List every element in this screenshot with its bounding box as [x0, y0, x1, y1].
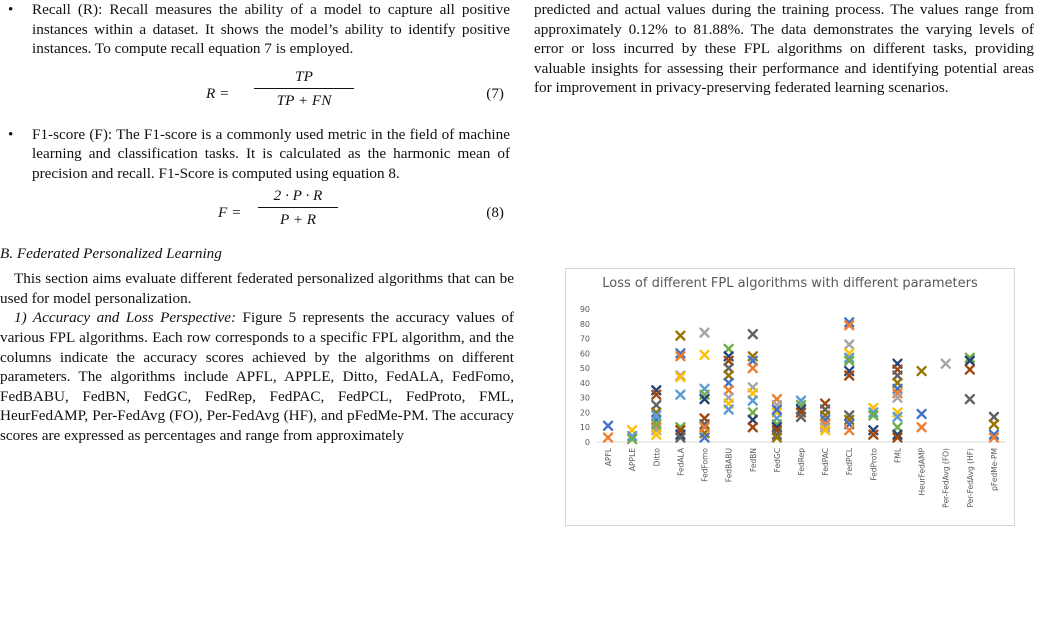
x-tick-label: FedBN	[748, 448, 758, 473]
loss-chart	[565, 268, 1015, 526]
recall-text: Recall measures the ability of a model to capture all positive instances within a dataset. It shows the model’s ability to identify positive instances. To compute recall equation 7 is employed.	[32, 1, 510, 58]
eq7-lhs: R =	[206, 84, 230, 102]
data-point	[604, 434, 612, 442]
eq8-denominator: P + R	[258, 207, 338, 230]
data-point	[918, 423, 926, 431]
accuracy-loss-text: Figure 5 represents the accuracy values of various FPL algorithms. Each row corresponds to a specific FPL algorithm, and the columns indicate the accuracy scores achieved by the algorithms on different parameters. The algorithms include APFL, APPLE, Ditto, FedALA, FedFomo, FedBABU, FedBN, FedGC, FedRep, FedPAC, FedPCL, FedProto, FML, HeurFedAMP, Per-FedAvg (FO), Per-FedAvg (HF), and pFedMe-PM. The accuracy scores are expressed as percentages and range from approximately	[0, 309, 514, 444]
data-point	[725, 372, 733, 380]
x-tick-label: APFL	[604, 448, 614, 467]
equation-7	[0, 65, 514, 123]
f1-label: F1-score (F):	[32, 125, 113, 143]
data-point	[652, 401, 660, 409]
x-tick-label: FML	[893, 448, 903, 463]
bullet-dot: •	[8, 125, 14, 143]
eq8-number: (8)	[486, 203, 504, 221]
x-tick-label: FedFomo	[700, 448, 710, 482]
eq7-numerator: TP	[295, 67, 313, 85]
x-tick-label: HeurFedAMP	[917, 448, 927, 496]
loss-paragraph: predicted and actual values during the training process. The values range from approximately 0.12% to 81.88%. The data demonstrates the varying levels of error or loss incurred by these FPL algorithms on different tasks, providing valuable insights for assessing their performance and identifying potential areas for improvement in privacy-preserving federated learning scenarios.	[534, 1, 1034, 97]
data-point	[725, 364, 733, 372]
eq8-lhs: F =	[218, 203, 242, 221]
x-tick-label: FedRep	[797, 448, 806, 476]
chart-title: Loss of different FPL algorithms with different parameters	[602, 276, 978, 291]
y-tick-label: 20	[579, 408, 590, 418]
y-tick-label: 30	[579, 393, 590, 403]
data-point	[749, 408, 757, 416]
subsection-heading: 1) Accuracy and Loss Perspective:	[14, 309, 237, 327]
y-tick-label: 70	[579, 334, 590, 344]
data-point	[725, 405, 733, 413]
data-point	[966, 366, 974, 374]
equation-8	[0, 184, 514, 242]
x-tick-label: FedPCL	[845, 448, 855, 476]
data-point	[676, 391, 684, 399]
data-point	[845, 340, 853, 348]
left-column	[0, 0, 514, 446]
data-point	[893, 372, 901, 380]
data-point	[749, 364, 757, 372]
data-point	[918, 367, 926, 375]
x-tick-label: Per-FedAvg (FO)	[941, 448, 951, 508]
data-point	[749, 397, 757, 405]
section-heading: B. Federated Personalized Learning	[0, 244, 222, 262]
data-point	[845, 426, 853, 434]
f1-bullet	[0, 125, 514, 184]
data-point	[966, 395, 974, 403]
x-tick-label: FedProto	[869, 448, 879, 481]
eq8-numerator: 2 · P · R	[273, 186, 323, 204]
y-tick-label: 10	[579, 423, 590, 433]
data-point	[749, 416, 757, 424]
x-tick-label: APPLE	[628, 448, 638, 472]
accuracy-loss-paragraph	[0, 308, 514, 445]
y-tick-label: 40	[579, 378, 590, 388]
data-point	[604, 422, 612, 430]
y-tick-label: 60	[579, 349, 590, 359]
recall-label: Recall (R):	[32, 1, 103, 18]
data-point	[701, 329, 709, 337]
data-point	[893, 423, 901, 431]
x-tick-label: Ditto	[652, 448, 662, 467]
y-tick-label: 80	[579, 319, 590, 329]
y-tick-label: 50	[579, 364, 590, 374]
data-point	[942, 360, 950, 368]
x-tick-label: FedPAC	[821, 448, 831, 476]
eq7-fraction	[254, 67, 354, 111]
x-tick-label: FedBABU	[724, 448, 734, 483]
x-tick-label: pFedMe-PM	[989, 448, 999, 491]
data-point	[725, 379, 733, 387]
data-point	[990, 413, 998, 421]
eq7-denominator: TP + FN	[254, 88, 354, 111]
eq8-fraction	[258, 186, 338, 230]
data-point	[749, 330, 757, 338]
y-tick-label: 90	[579, 305, 590, 314]
data-point	[725, 386, 733, 394]
data-point	[918, 410, 926, 418]
data-point	[749, 423, 757, 431]
data-point	[725, 345, 733, 353]
f1-text: The F1-score is a commonly used metric in the field of machine learning and classification tasks. It is calculated as the harmonic mean of precision and recall. F1-Score is computed using equation 8.	[32, 125, 510, 182]
x-tick-label: Per-FedAvg (HF)	[965, 448, 975, 508]
x-tick-label: FedALA	[676, 448, 686, 476]
right-column	[534, 0, 1034, 98]
section-intro-paragraph: This section aims evaluate different federated personalized algorithms that can be used for model personalization.	[0, 270, 514, 307]
bullet-dot: •	[8, 1, 14, 18]
data-point	[749, 389, 757, 397]
data-point	[676, 332, 684, 340]
data-point	[701, 351, 709, 359]
y-tick-label: 0	[584, 438, 590, 447]
eq7-number: (7)	[486, 84, 504, 102]
x-tick-label: FedGC	[772, 448, 782, 473]
data-point	[990, 420, 998, 428]
chart-plot	[566, 269, 1014, 525]
recall-bullet	[0, 0, 514, 59]
